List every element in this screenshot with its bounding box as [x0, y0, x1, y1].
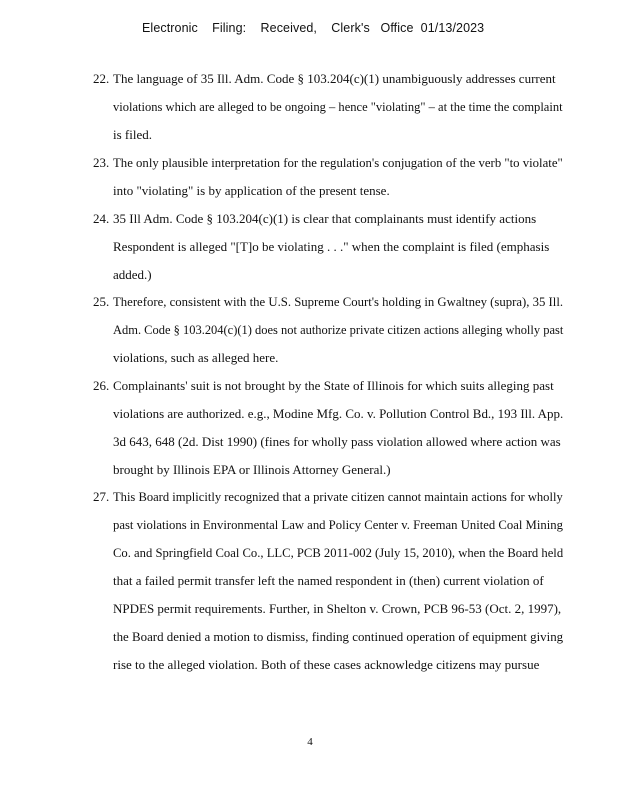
- paragraph-line: added.): [113, 267, 152, 282]
- paragraph-line: This Board implicitly recognized that a private citizen cannot maintain actions for wholly: [113, 489, 563, 504]
- paragraph-line: Therefore, consistent with the U.S. Supreme Court's holding in Gwaltney (supra), 35 Ill.: [113, 294, 564, 309]
- paragraph-line: Co. and Springfield Coal Co., LLC, PCB 2011-002 (July 15, 2010), when the Board held: [113, 545, 564, 560]
- paragraph-line: the Board denied a motion to dismiss, finding continued operation of equipment giving: [113, 629, 564, 644]
- paragraph-number: 23.: [93, 155, 110, 170]
- paragraph-number: 26.: [93, 378, 110, 393]
- paragraph-line: past violations in Environmental Law and Policy Center v. Freeman United Coal Mining: [113, 517, 563, 532]
- paragraph-line: Adm. Code § 103.204(c)(1) does not authorize private citizen actions alleging wholly past: [113, 322, 564, 337]
- paragraph-line: Complainants' suit is not brought by the State of Illinois for which suits alleging past: [113, 378, 554, 393]
- paragraph-line: The language of 35 Ill. Adm. Code § 103.204(c)(1) unambiguously addresses current: [113, 71, 556, 86]
- paragraph-line: Respondent is alleged "[T]o be violating . . ." when the complaint is filed (emphasis: [113, 239, 550, 254]
- paragraph-line: is filed.: [113, 127, 152, 142]
- paragraph-number: 24.: [93, 211, 110, 226]
- paragraph-line: into "violating" is by application of the present tense.: [113, 183, 390, 198]
- paragraph-line: NPDES permit requirements. Further, in Shelton v. Crown, PCB 96-53 (Oct. 2, 1997),: [113, 601, 562, 616]
- paragraph-line: violations are authorized. e.g., Modine Mfg. Co. v. Pollution Control Bd., 193 Ill. App.: [113, 406, 564, 421]
- paragraph-line: brought by Illinois EPA or Illinois Attorney General.): [113, 462, 391, 477]
- paragraph-line: 3d 643, 648 (2d. Dist 1990) (fines for wholly pass violation allowed where action was: [113, 434, 561, 449]
- paragraph-line: The only plausible interpretation for the regulation's conjugation of the verb "to violate": [113, 155, 563, 170]
- paragraph-line: that a failed permit transfer left the named respondent in (then) current violation of: [113, 573, 544, 588]
- paragraph-number: 27.: [93, 489, 110, 504]
- filing-header: Electronic Filing: Received, Clerk's Office 01/13/2023: [142, 21, 485, 35]
- paragraph-line: violations which are alleged to be ongoing – hence "violating" – at the time the complaint: [113, 99, 563, 114]
- paragraph-line: rise to the alleged violation. Both of these cases acknowledge citizens may pursue: [113, 657, 540, 672]
- paragraph-number: 25.: [93, 294, 110, 309]
- paragraph-line: 35 Ill Adm. Code § 103.204(c)(1) is clear that complainants must identify actions: [113, 211, 537, 226]
- paragraph-line: violations, such as alleged here.: [113, 350, 279, 365]
- page-number: 4: [307, 736, 313, 748]
- paragraph-number: 22.: [93, 71, 110, 86]
